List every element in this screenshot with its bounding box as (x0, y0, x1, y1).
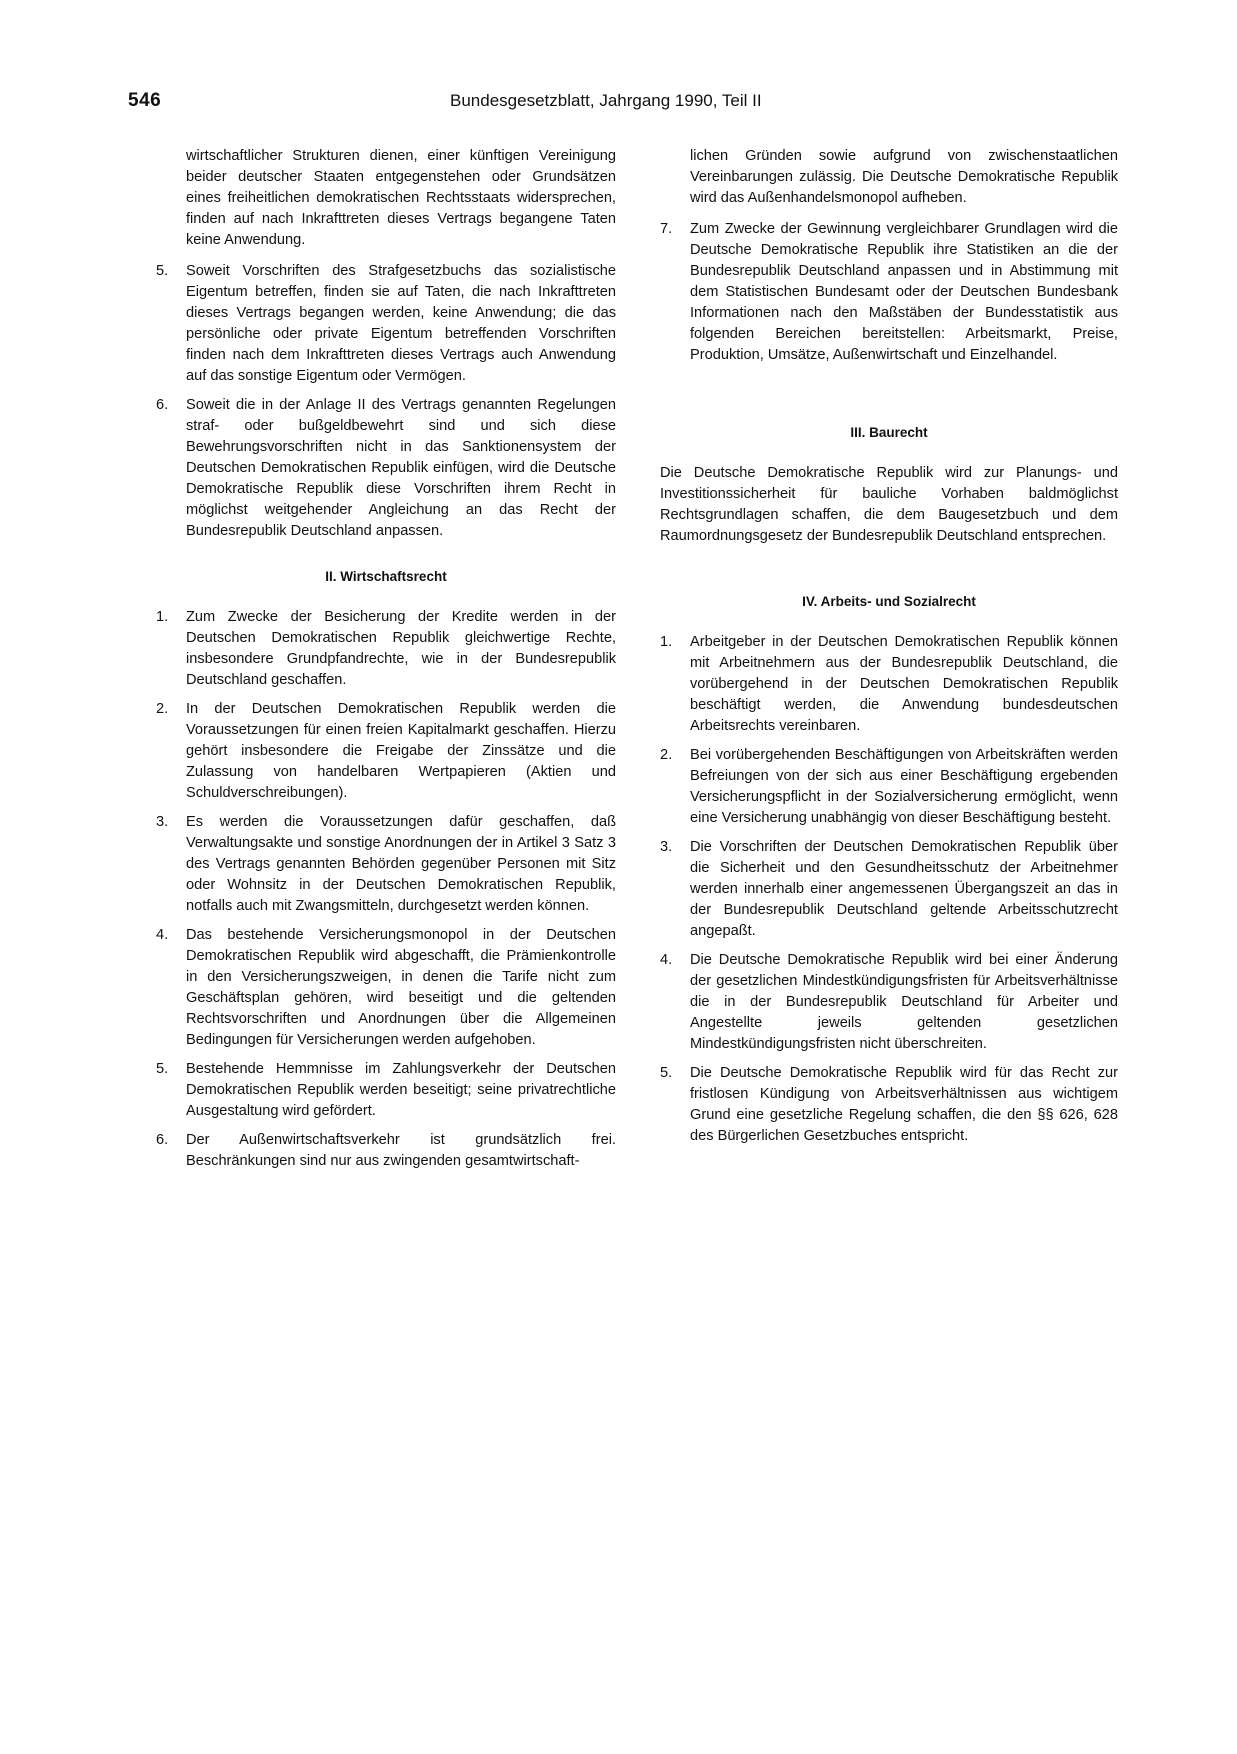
item-number: 1. (660, 634, 673, 650)
paragraph-continuation: wirtschaftlicher Strukturen dienen, einer künftigen Vereinigung beider deutscher Staaten entgegenstehen oder Grundsätzen eines freiheitlichen demokratischen Rechtsstaats widersprechen, finden auf nach Inkrafttreten dieses Vertrags begangene Taten keine Anwendung. (186, 148, 616, 248)
paragraph-continuation: lichen Gründen sowie aufgrund von zwischenstaatlichen Vereinbarungen zulässig. Die Deutsche Demokratische Republik wird das Außenhandelsmonopol aufheben. (690, 148, 1118, 206)
item-number: 3. (156, 814, 169, 830)
page-number: 546 (128, 90, 162, 111)
list-item (156, 607, 616, 691)
section-heading: IV. Arbeits- und Sozialrecht (802, 594, 976, 609)
item-number: 4. (156, 927, 169, 943)
list-item (156, 261, 616, 387)
list-item (156, 925, 616, 1051)
item-number: 1. (156, 609, 169, 625)
item-text: Es werden die Voraussetzungen dafür geschaffen, daß Verwaltungsakte und sonstige Anordnungen der in Artikel 3 Satz 3 des Vertrags genannten Behörden gegenüber Personen mit Sitz oder Wohnsitz in der Deutschen Demokratischen Republik, notfalls auch mit Zwangsmitteln, durchgesetzt werden können. (186, 814, 616, 914)
item-text: Die Vorschriften der Deutschen Demokratischen Republik über die Sicherheit und den Gesundheitsschutz der Arbeitnehmer werden innerhalb einer angemessenen Übergangszeit an das in der Bundesrepublik Deutschland geltende Arbeitsschutzrecht angepaßt. (690, 839, 1118, 939)
right-column (660, 146, 1118, 1155)
item-number: 5. (156, 263, 169, 279)
item-text: Zum Zwecke der Gewinnung vergleichbarer Grundlagen wird die Deutsche Demokratische Republik ihre Statistiken an die der Bundesrepublik Deutschland anpassen und in Abstimmung mit dem Statistischen Bundesamt oder der Deutschen Bundesbank Informationen nach den Maßstäben der Bundesstatistik aus folgenden Bereichen bereitstellen: Arbeitsmarkt, Preise, Produktion, Umsätze, Außenwirtschaft und Einzelhandel. (690, 221, 1118, 363)
item-text: Soweit Vorschriften des Strafgesetzbuchs das sozialistische Eigentum betreffen, finden sie auf Taten, die nach Inkrafttreten dieses Vertrags begangen werden, keine Anwendung; die das persönliche oder private Eigentum betreffenden Vorschriften finden nach dem Inkrafttreten dieses Vertrags auch Anwendung auf das sonstige Eigentum oder Vermögen. (186, 263, 616, 384)
list-item (156, 812, 616, 917)
item-text: Bei vorübergehenden Beschäftigungen von Arbeitskräften werden Befreiungen von der sich aus einer Beschäftigung ergebenden Versicherungspflicht in der Sozialversicherung ermöglicht, wenn eine Versicherung unabhängig von dieser Beschäftigung besteht. (690, 747, 1118, 826)
list-item (156, 1130, 616, 1172)
item-text: Der Außenwirtschaftsverkehr ist grundsätzlich frei. Beschränkungen sind nur aus zwingenden gesamtwirtschaft- (186, 1132, 616, 1169)
item-text: In der Deutschen Demokratischen Republik werden die Voraussetzungen für einen freien Kapitalmarkt geschaffen. Hierzu gehört insbesondere die Freigabe der Zinssätze und die Zulassung von handelbaren Wertpapieren (Aktien und Schuldverschreibungen). (186, 701, 616, 801)
item-text: Die Deutsche Demokratische Republik wird für das Recht zur fristlosen Kündigung von Arbeitsverhältnissen aus wichtigem Grund eine gesetzliche Regelung schaffen, die den §§ 626, 628 des Bürgerlichen Gesetzbuches entspricht. (690, 1065, 1118, 1144)
item-text: Die Deutsche Demokratische Republik wird bei einer Änderung der gesetzlichen Mindestkündigungsfristen für Arbeitsverhältnisse die in der Bundesrepublik Deutschland für Arbeiter und Angestellte jeweils geltenden gesetzlichen Mindestkündigungsfristen nicht überschreiten. (690, 952, 1118, 1052)
item-number: 7. (660, 221, 673, 237)
item-number: 2. (660, 747, 673, 763)
item-number: 3. (660, 839, 673, 855)
section-heading: III. Baurecht (850, 425, 928, 440)
item-text: Bestehende Hemmnisse im Zahlungsverkehr der Deutschen Demokratischen Republik werden beseitigt; seine privatrechtliche Ausgestaltung wird gefördert. (186, 1061, 616, 1119)
running-head: Bundesgesetzblatt, Jahrgang 1990, Teil II (450, 91, 762, 110)
list-item (156, 1059, 616, 1122)
section-heading: II. Wirtschaftsrecht (325, 569, 447, 584)
left-column (156, 146, 616, 1180)
list-item (660, 1063, 1118, 1147)
item-text: Zum Zwecke der Besicherung der Kredite werden in der Deutschen Demokratischen Republik gleichwertige Rechte, insbesondere Grundpfandrechte, wie in der Bundesrepublik Deutschland geschaffen. (186, 609, 616, 688)
item-number: 5. (156, 1061, 169, 1077)
item-text: Arbeitgeber in der Deutschen Demokratischen Republik können mit Arbeitnehmern aus der Bundesrepublik Deutschland, die vorübergehend in der Deutschen Demokratischen Republik beschäftigt werden, die Anwendung bundesdeutschen Arbeitsrechts vereinbaren. (690, 634, 1118, 734)
list-item (660, 219, 1118, 366)
item-number: 6. (156, 397, 169, 413)
item-number: 6. (156, 1132, 169, 1148)
list-item (660, 632, 1118, 737)
list-item (660, 950, 1118, 1055)
item-number: 4. (660, 952, 673, 968)
list-item (156, 395, 616, 542)
list-item (156, 699, 616, 804)
item-text: Das bestehende Versicherungsmonopol in der Deutschen Demokratischen Republik wird abgeschafft, die Prämienkontrolle in den Versicherungszweigen, in denen die Tarife nicht zum Geschäftsplan gehören, wird beseitigt und die geltenden Rechtsvorschriften und Anordnungen über die Allgemeinen Bedingungen für Versicherungen werden aufgehoben. (186, 927, 616, 1048)
list-item (660, 837, 1118, 942)
item-text: Soweit die in der Anlage II des Vertrags genannten Regelungen straf- oder bußgeldbewehrt sind und sich diese Bewehrungsvorschriften nicht in das Sanktionensystem der Deutschen Demokratischen Republik einfügen, wird die Deutsche Demokratische Republik diese Vorschriften ihrem Recht in möglichst weitgehender Angleichung an das Recht der Bundesrepublik Deutschland anpassen. (186, 397, 616, 539)
list-item (660, 745, 1118, 829)
item-number: 2. (156, 701, 169, 717)
paragraph: Die Deutsche Demokratische Republik wird zur Planungs- und Investitionssicherheit für bauliche Vorhaben baldmöglichst Rechtsgrundlagen schaffen, die dem Baugesetzbuch und dem Raumordnungsgesetz der Bundesrepublik Deutschland entsprechen. (660, 465, 1118, 544)
item-number: 5. (660, 1065, 673, 1081)
